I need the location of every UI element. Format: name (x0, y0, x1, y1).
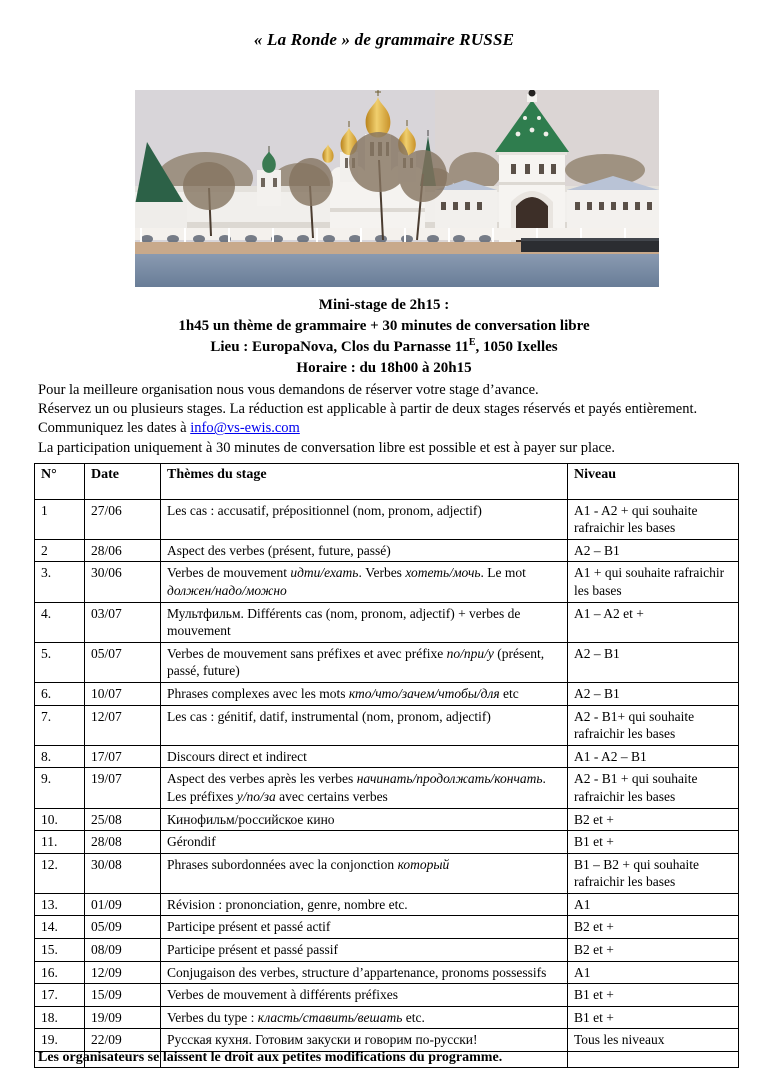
cell-level: A1 + qui souhaite rafraichir les bases (568, 562, 739, 602)
email-link[interactable]: info@vs-ewis.com (190, 420, 300, 437)
cell-theme (161, 853, 568, 893)
cell-level: A1 – A2 et + (568, 602, 739, 642)
table-row (35, 1029, 739, 1052)
theme-text: Verbes de mouvement (167, 565, 291, 581)
location-text: Lieu : EuropaNova, Clos du Parnasse 11 (210, 339, 469, 355)
cell-date: 12/07 (85, 705, 161, 745)
cell-date: 30/08 (85, 853, 161, 893)
cell-number: 10. (35, 808, 85, 831)
theme-text: Phrases subordonnées avec la conjonction (167, 856, 398, 872)
location-superscript: E (468, 337, 476, 348)
theme-russian-term: у/по/за (236, 788, 276, 804)
intro-block (0, 295, 768, 379)
cell-number: 7. (35, 705, 85, 745)
table-row (35, 831, 739, 854)
cell-number: 9. (35, 768, 85, 808)
table-row (35, 853, 739, 893)
cell-level: A2 – B1 (568, 642, 739, 682)
cell-theme (161, 1029, 568, 1052)
col-header-number: N° (35, 464, 85, 500)
cell-number: 17. (35, 984, 85, 1007)
cell-theme (161, 602, 568, 642)
cell-date: 25/08 (85, 808, 161, 831)
theme-text: Les cas : accusatif, prépositionnel (nom, pronom, adjectif) (167, 502, 482, 518)
table-row (35, 642, 739, 682)
table-row (35, 961, 739, 984)
cell-level: A1 (568, 893, 739, 916)
cell-level: B2 et + (568, 808, 739, 831)
cell-number: 13. (35, 893, 85, 916)
theme-text: Discours direct et indirect (167, 748, 307, 764)
theme-text: Les cas : génitif, datif, instrumental (nom, pronom, adjectif) (167, 708, 491, 724)
table-row (35, 939, 739, 962)
table-row (35, 745, 739, 768)
theme-text: . Le mot (480, 565, 526, 581)
table-row (35, 916, 739, 939)
cell-date: 08/09 (85, 939, 161, 962)
cell-number: 18. (35, 1006, 85, 1029)
contact-text: Réservez un ou plusieurs stages. La réduction est applicable à partir de deux stages réservés et payés entièrement. Communiquez les dates à (38, 401, 698, 437)
theme-russian-term: начинать/продолжать/кончать (356, 771, 543, 787)
table-row (35, 562, 739, 602)
cell-theme (161, 961, 568, 984)
col-header-theme: Thèmes du stage (161, 464, 568, 500)
cell-date: 01/09 (85, 893, 161, 916)
cell-level: A1 - A2 + qui souhaite rafraichir les bases (568, 499, 739, 539)
table-row (35, 893, 739, 916)
theme-text: (présent, passé, future) (167, 645, 545, 679)
table-row (35, 499, 739, 539)
col-header-level: Niveau (568, 464, 739, 500)
theme-text: Verbes du type : (167, 1009, 258, 1025)
cell-level: Tous les niveaux (568, 1029, 739, 1052)
theme-text: etc. (402, 1009, 425, 1025)
cell-theme (161, 642, 568, 682)
theme-text: Révision : prononciation, genre, nombre etc. (167, 896, 408, 912)
cell-date: 10/07 (85, 682, 161, 705)
theme-russian-term: должен/надо/можно (167, 582, 287, 598)
cell-theme (161, 499, 568, 539)
cell-theme (161, 831, 568, 854)
cell-number: 16. (35, 961, 85, 984)
cell-number: 1 (35, 499, 85, 539)
cell-date: 03/07 (85, 602, 161, 642)
theme-text: . Les préfixes (167, 771, 546, 804)
theme-text: Кинофильм/российское кино (167, 811, 335, 827)
paragraph-line-participation: La participation uniquement à 30 minutes de conversation libre est possible et est à payer sur place. (38, 439, 615, 456)
cell-theme (161, 682, 568, 705)
cell-date: 17/07 (85, 745, 161, 768)
table-row (35, 539, 739, 562)
cell-number: 5. (35, 642, 85, 682)
cell-number: 14. (35, 916, 85, 939)
cell-level: B1 et + (568, 1006, 739, 1029)
cell-level: A2 - B1+ qui souhaite rafraichir les bases (568, 705, 739, 745)
cell-theme (161, 984, 568, 1007)
theme-text: Aspect des verbes après les verbes (167, 771, 357, 787)
page-title: « La Ronde » de grammaire RUSSE (253, 30, 515, 49)
cell-level: B1 – B2 + qui souhaite rafraichir les bases (568, 853, 739, 893)
cell-date: 27/06 (85, 499, 161, 539)
cell-level: B2 et + (568, 939, 739, 962)
cell-number: 11. (35, 831, 85, 854)
theme-russian-term: хотеть/мочь (405, 565, 481, 581)
intro-line-location (0, 337, 768, 358)
cell-level: A1 (568, 961, 739, 984)
cell-theme (161, 1006, 568, 1029)
theme-russian-term: класть/ставить/вешать (257, 1009, 403, 1025)
theme-text: etc (499, 685, 519, 701)
cell-number: 3. (35, 562, 85, 602)
cell-number: 4. (35, 602, 85, 642)
cell-number: 12. (35, 853, 85, 893)
cell-date: 22/09 (85, 1029, 161, 1052)
cell-theme (161, 539, 568, 562)
theme-russian-term: который (397, 856, 450, 872)
theme-russian-term: идти/ехать (290, 565, 359, 581)
footer-note: Les organisateurs se laissent le droit aux petites modifications du programme. (38, 1050, 503, 1065)
paragraph-line-contact (38, 400, 738, 438)
table-row (35, 1006, 739, 1029)
schedule-table (34, 463, 739, 1068)
theme-text: Verbes de mouvement à différents préfixes (167, 987, 399, 1003)
cell-number: 6. (35, 682, 85, 705)
monastery-photo-graphic (135, 90, 659, 287)
cell-theme (161, 916, 568, 939)
cell-level: A2 – B1 (568, 539, 739, 562)
monastery-photo (135, 90, 659, 287)
intro-line-format: 1h45 un thème de grammaire + 30 minutes de conversation libre (178, 318, 590, 334)
theme-text: Participe présent et passé actif (167, 919, 331, 935)
cell-number: 2 (35, 539, 85, 562)
table-row (35, 682, 739, 705)
cell-theme (161, 705, 568, 745)
theme-text: Participe présent et passé passif (167, 942, 338, 958)
cell-level: A2 - B1 + qui souhaite rafraichir les bases (568, 768, 739, 808)
cell-date: 05/09 (85, 916, 161, 939)
table-header-row (35, 464, 739, 500)
table-row (35, 768, 739, 808)
cell-date: 05/07 (85, 642, 161, 682)
cell-level: B2 et + (568, 916, 739, 939)
cell-date: 19/09 (85, 1006, 161, 1029)
table-row (35, 705, 739, 745)
table-row (35, 602, 739, 642)
theme-text: Aspect des verbes (présent, future, passé) (167, 542, 391, 558)
cell-theme (161, 768, 568, 808)
info-paragraph (38, 381, 738, 458)
theme-text: avec certains verbes (275, 788, 388, 804)
cell-number: 8. (35, 745, 85, 768)
cell-number: 19. (35, 1029, 85, 1052)
cell-date: 30/06 (85, 562, 161, 602)
table-row (35, 808, 739, 831)
cell-theme (161, 562, 568, 602)
cell-theme (161, 893, 568, 916)
cell-date: 28/06 (85, 539, 161, 562)
cell-level: B1 et + (568, 984, 739, 1007)
cell-date: 28/08 (85, 831, 161, 854)
cell-level: B1 et + (568, 831, 739, 854)
intro-line-duration: Mini-stage de 2h15 : (318, 297, 450, 313)
intro-line-schedule: Horaire : du 18h00 à 20h15 (296, 360, 472, 376)
cell-date: 12/09 (85, 961, 161, 984)
cell-level: A2 – B1 (568, 682, 739, 705)
cell-theme (161, 939, 568, 962)
paragraph-line-reservation: Pour la meilleure organisation nous vous demandons de réserver votre stage d’avance. (38, 382, 539, 398)
theme-text: Русская кухня. Готовим закуски и говорим по-русски! (167, 1032, 478, 1048)
theme-text: Verbes de mouvement sans préfixes et avec préfixe (167, 645, 447, 661)
location-text-suffix: , 1050 Ixelles (475, 339, 558, 355)
cell-level: A1 - A2 – B1 (568, 745, 739, 768)
cell-theme (161, 745, 568, 768)
theme-russian-term: по/при/у (446, 645, 494, 661)
col-header-date: Date (85, 464, 161, 500)
theme-text: Мультфильм. Différents cas (nom, pronom, adjectif) + verbes de mouvement (167, 605, 521, 639)
theme-text: Phrases complexes avec les mots (167, 685, 349, 701)
theme-text: Gérondif (167, 834, 216, 850)
table-row (35, 984, 739, 1007)
cell-number: 15. (35, 939, 85, 962)
theme-text: Conjugaison des verbes, structure d’appartenance, pronoms possessifs (167, 964, 547, 980)
cell-date: 15/09 (85, 984, 161, 1007)
cell-theme (161, 808, 568, 831)
theme-russian-term: кто/что/зачем/чтобы/для (348, 685, 500, 701)
cell-date: 19/07 (85, 768, 161, 808)
theme-text: . Verbes (358, 565, 406, 581)
schedule-table-body (35, 499, 739, 1067)
